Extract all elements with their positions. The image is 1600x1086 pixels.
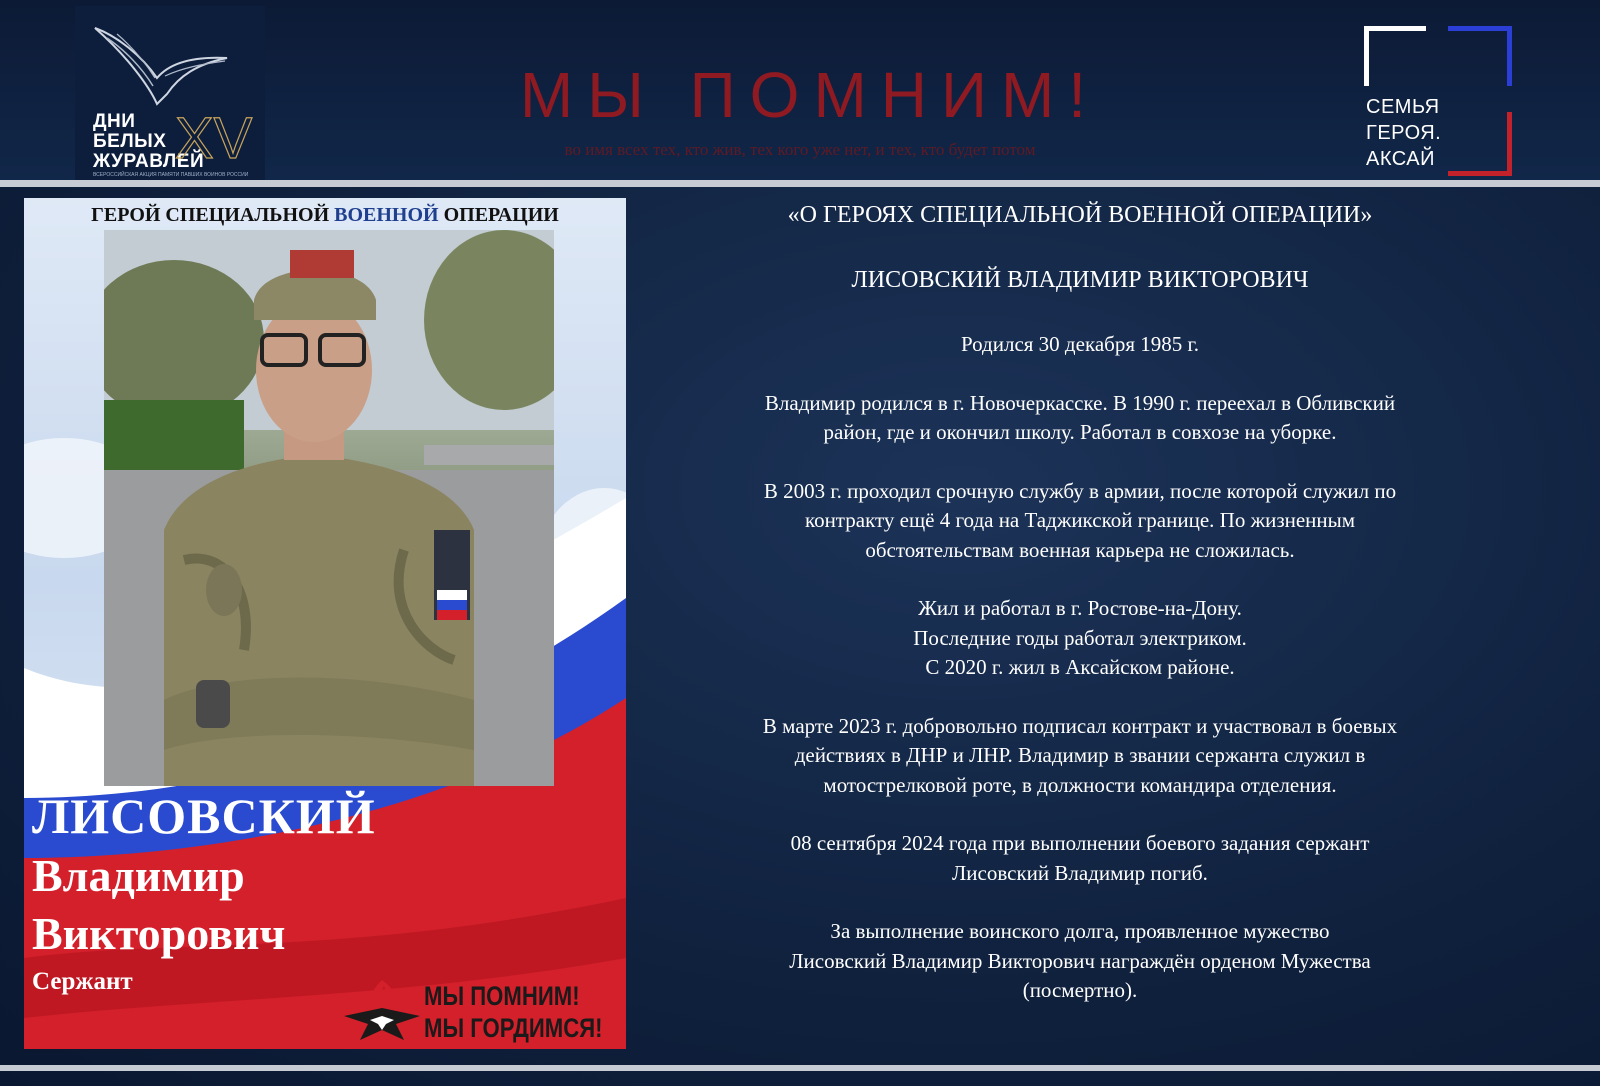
poster-first-name: Владимир [32, 850, 245, 901]
page-subtitle: во имя всех тех, кто жив, тех кого уже нет, и тех, кто будет потом [564, 140, 1036, 159]
frame-corner-white-h [1364, 26, 1426, 31]
eternal-flame-icon [340, 974, 424, 1044]
page-title: МЫ ПОМНИМ! [519, 59, 1101, 131]
bio-paragraph-4-line-2: действиях в ДНР и ЛНР. Владимир в звании сержанта служил в [794, 743, 1366, 767]
hero-photo [104, 230, 554, 786]
bio-paragraph-4-line-1: В марте 2023 г. добровольно подписал контракт и участвовал в боевых [762, 713, 1398, 738]
poster-patronymic: Викторович [32, 908, 286, 959]
poster-heading-part1: ГЕРОЙ СПЕЦИАЛЬНОЙ [91, 204, 330, 226]
frame-corner-blue-v [1507, 26, 1512, 86]
bio-paragraph-1-line-2: район, где и окончил школу. Работал в совхозе на уборке. [823, 420, 1337, 444]
logo-line-2: БЕЛЫХ [93, 131, 167, 152]
poster-surname: ЛИСОВСКИЙ [32, 788, 376, 844]
bio-paragraph-6-line-2: Лисовский Владимир Викторович награждён орденом Мужества [789, 948, 1371, 973]
footer-divider [0, 1065, 1600, 1071]
poster-rank: Сержант [32, 968, 133, 995]
family-of-hero-logo [1364, 26, 1512, 176]
bio-paragraph-3-line-1: Жил и работал в г. Ростове-на-Дону. [918, 596, 1242, 620]
poster-heading-part3: ОПЕРАЦИИ [443, 204, 559, 226]
poster-heading [24, 204, 626, 227]
frame-corner-red-h [1448, 171, 1512, 176]
header-divider [0, 180, 1600, 187]
logo-line-1: ДНИ [93, 111, 136, 132]
bio-paragraph-6-line-1: За выполнение воинского долга, проявленное мужество [830, 919, 1330, 943]
bio-paragraph-2-line-1: В 2003 г. проходил срочную службу в армии, после которой служил по [763, 478, 1397, 503]
bio-paragraph-5-line-2: Лисовский Владимир погиб. [952, 860, 1208, 885]
soldier-portrait-image [104, 230, 554, 786]
frame-corner-red-v [1507, 112, 1512, 176]
logo-roman-numeral: XV [175, 106, 253, 171]
bio-paragraph-3-line-2: Последние годы работал электриком. [913, 625, 1247, 650]
biography-text [740, 200, 1420, 1006]
page-header [0, 0, 1600, 180]
bio-paragraph-6-line-3: (посмертно). [1022, 978, 1138, 1002]
bio-paragraph-2-line-2: контракту ещё 4 года на Таджикской границе. По жизненным [804, 508, 1356, 532]
family-logo-line-2: ГЕРОЯ. [1366, 122, 1442, 144]
bio-paragraph-4-line-3: мотострелковой роте, в должности командира отделения. [823, 772, 1337, 797]
bio-paragraph-1-line-1: Владимир родился в г. Новочеркасске. В 1990 г. переехал в Обливский [764, 390, 1396, 415]
family-logo-line-3: АКСАЙ [1366, 148, 1435, 170]
bio-paragraph-5-line-1: 08 сентября 2024 года при выполнении боевого задания сержант [790, 831, 1370, 855]
bio-full-name: ЛИСОВСКИЙ ВЛАДИМИР ВИКТОРОВИЧ [851, 267, 1309, 293]
logo-small-caption: ВСЕРОССИЙСКАЯ АКЦИЯ ПАМЯТИ ПАВШИХ ВОИНОВ РОССИИ [93, 172, 249, 178]
hero-poster [24, 198, 626, 1049]
badge-line-1: МЫ ПОМНИМ! [424, 981, 580, 1011]
we-remember-badge [340, 968, 626, 1049]
frame-corner-blue-h [1448, 26, 1512, 31]
logo-line-3: ЖУРАВЛЕЙ [93, 151, 205, 172]
frame-corner-white-v [1364, 26, 1369, 86]
badge-line-2: МЫ ГОРДИМСЯ! [424, 1013, 603, 1043]
bio-paragraph-3-line-3: С 2020 г. жил в Аксайском районе. [925, 655, 1235, 679]
poster-heading-part2: ВОЕННОЙ [334, 204, 439, 226]
bio-born: Родился 30 декабря 1985 г. [961, 332, 1199, 356]
bio-paragraph-2-line-3: обстоятельствам военная карьера не сложилась. [865, 537, 1295, 562]
family-logo-line-1: СЕМЬЯ [1366, 96, 1440, 118]
bio-title: «О ГЕРОЯХ СПЕЦИАЛЬНОЙ ВОЕННОЙ ОПЕРАЦИИ» [787, 202, 1373, 228]
